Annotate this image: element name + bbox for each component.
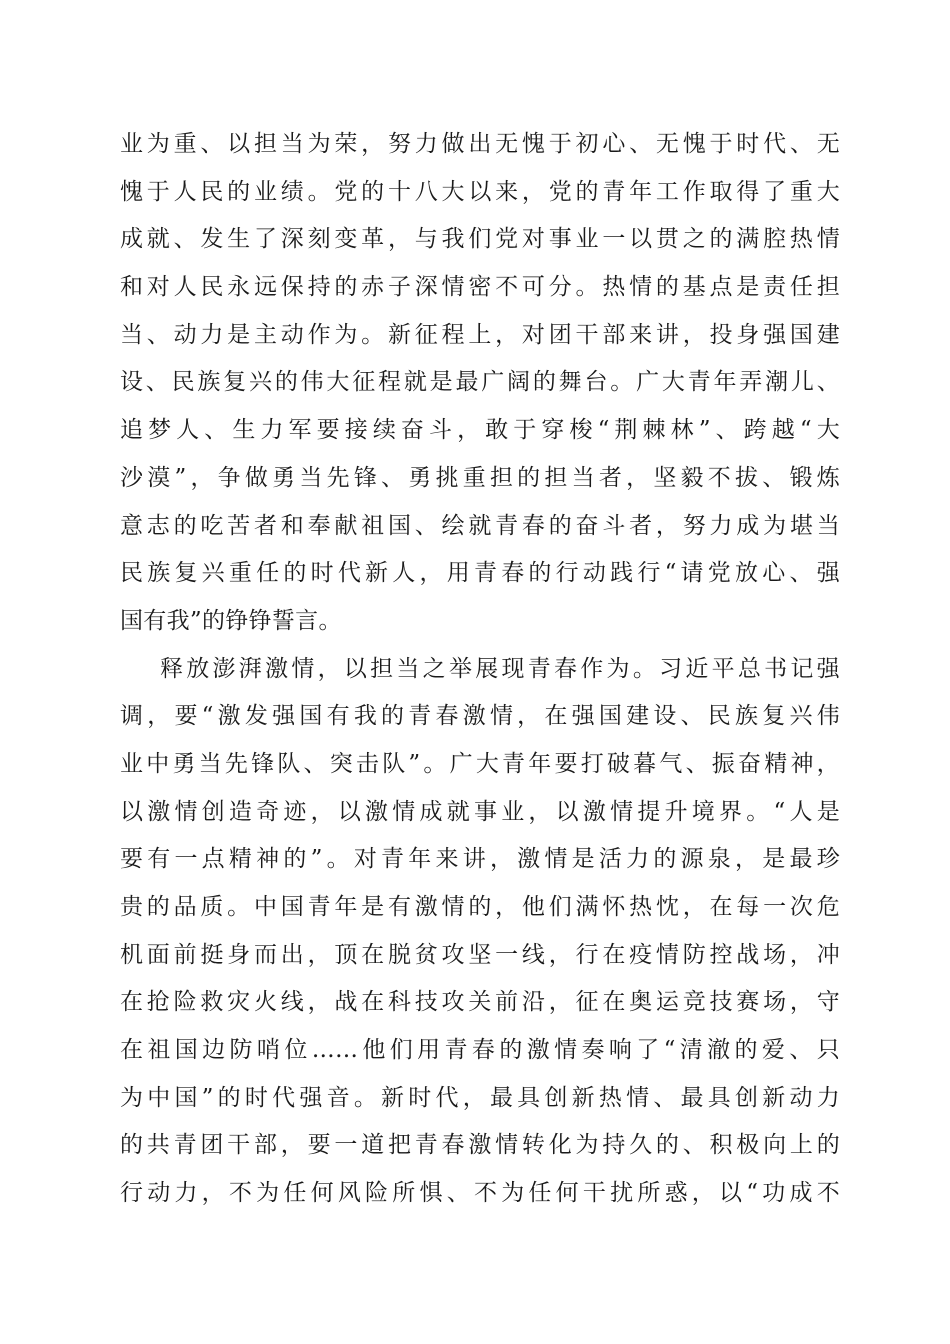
text-line: 愧于人民的业绩。党的十八大以来，党的青年工作取得了重大	[120, 178, 840, 205]
text-line: 调，要“激发强国有我的青春激情，在强国建设、民族复兴伟	[120, 703, 840, 730]
text-line: 贵的品质。中国青年是有激情的，他们满怀热忱，在每一次危	[120, 894, 840, 920]
text-line: 在抢险救灾火线，战在科技攻关前沿，征在奥运竞技赛场，守	[120, 989, 840, 1016]
text-line: 和对人民永远保持的赤子深情密不可分。热情的基点是责任担	[120, 274, 840, 301]
text-line: 国有我”的铮铮誓言。	[120, 607, 342, 634]
text-line: 在祖国边防哨位……他们用青春的激情奏响了“清澈的爱、只	[120, 1037, 840, 1064]
paragraph-1	[120, 121, 840, 646]
text-line: 当、动力是主动作为。新征程上，对团干部来讲，投身强国建	[120, 321, 840, 348]
text-line: 民族复兴重任的时代新人，用青春的行动践行“请党放心、强	[120, 560, 840, 587]
text-line: 设、民族复兴的伟大征程就是最广阔的舞台。广大青年弄潮儿、	[120, 369, 840, 396]
text-line: 的共青团干部，要一道把青春激情转化为持久的、积极向上的	[120, 1132, 840, 1159]
text-line: 释放澎湃激情，以担当之举展现青春作为。习近平总书记强	[160, 655, 840, 682]
text-line: 追梦人、生力军要接续奋斗，敢于穿梭“荆棘林”、跨越“大	[120, 417, 840, 444]
text-line: 要有一点精神的”。对青年来讲，激情是活力的源泉，是最珍	[120, 846, 840, 873]
text-line: 成就、发生了深刻变革，与我们党对事业一以贯之的满腔热情	[120, 226, 840, 253]
text-line: 机面前挺身而出，顶在脱贫攻坚一线，行在疫情防控战场，冲	[120, 941, 840, 968]
text-line: 以激情创造奇迹，以激情成就事业，以激情提升境界。“人是	[120, 798, 840, 825]
text-line: 意志的吃苦者和奉献祖国、绘就青春的奋斗者，努力成为堪当	[120, 512, 840, 539]
text-line: 业为重、以担当为荣，努力做出无愧于初心、无愧于时代、无	[120, 131, 840, 157]
text-line: 行动力，不为任何风险所惧、不为任何干扰所惑，以“功成不	[120, 1180, 840, 1207]
text-line: 沙漠”，争做勇当先锋、勇挑重担的担当者，坚毅不拔、锻炼	[120, 464, 840, 491]
text-line: 为中国”的时代强音。新时代，最具创新热情、最具创新动力	[120, 1084, 840, 1111]
body-text	[120, 121, 840, 1218]
paragraph-2	[120, 646, 840, 1218]
text-line: 业中勇当先锋队、突击队”。广大青年要打破暮气、振奋精神，	[120, 750, 840, 777]
